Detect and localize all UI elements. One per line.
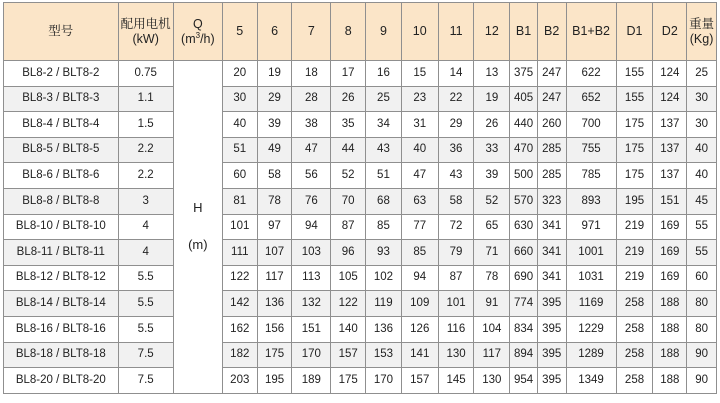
- table-row: [4, 316, 717, 342]
- cell-weight: 90: [687, 342, 717, 368]
- table-row: [4, 265, 717, 291]
- cell-head: 104: [474, 316, 510, 342]
- cell-b1-plus-b2: 1289: [566, 342, 616, 368]
- cell-head: 29: [257, 86, 292, 112]
- cell-weight: 45: [687, 188, 717, 214]
- cell-model: BL8-16 / BLT8-16: [4, 316, 119, 342]
- table-row: [4, 214, 717, 240]
- cell-head: 94: [401, 265, 438, 291]
- cell-b1-plus-b2: 755: [566, 137, 616, 163]
- cell-b2: 285: [537, 137, 566, 163]
- cell-b1-plus-b2: 1229: [566, 316, 616, 342]
- cell-head: 116: [438, 316, 474, 342]
- cell-head: 157: [331, 342, 366, 368]
- cell-head: 136: [366, 316, 402, 342]
- cell-b2: 323: [537, 188, 566, 214]
- table-row: [4, 137, 717, 163]
- cell-head: 117: [257, 265, 292, 291]
- cell-head: 51: [222, 137, 257, 163]
- cell-d2: 137: [653, 163, 687, 189]
- header-motor-line2: (kW): [132, 31, 159, 46]
- cell-head: 68: [366, 188, 402, 214]
- cell-head: 156: [257, 316, 292, 342]
- cell-model: BL8-12 / BLT8-12: [4, 265, 119, 291]
- cell-head: 58: [438, 188, 474, 214]
- cell-head: 16: [366, 61, 402, 87]
- cell-head: 28: [292, 86, 331, 112]
- cell-d2: 124: [653, 61, 687, 87]
- cell-motor-kw: 1.1: [118, 86, 173, 112]
- cell-b1: 630: [510, 214, 538, 240]
- cell-head: 175: [257, 342, 292, 368]
- table-row: [4, 342, 717, 368]
- cell-head: 101: [222, 214, 257, 240]
- cell-d1: 155: [616, 61, 653, 87]
- cell-head: 162: [222, 316, 257, 342]
- cell-b1: 500: [510, 163, 538, 189]
- cell-d1: 219: [616, 214, 653, 240]
- header-weight-line2: (Kg): [689, 31, 714, 46]
- cell-head: 102: [366, 265, 402, 291]
- cell-motor-kw: 5.5: [118, 291, 173, 317]
- table-body: [4, 61, 717, 394]
- header-flow-11: 11: [438, 3, 474, 61]
- cell-weight: 60: [687, 265, 717, 291]
- cell-head: 142: [222, 291, 257, 317]
- table-row: [4, 368, 717, 394]
- header-motor-power: [118, 3, 173, 61]
- cell-head: 96: [331, 240, 366, 266]
- cell-head: 26: [474, 112, 510, 138]
- cell-d1: 195: [616, 188, 653, 214]
- cell-head: 49: [257, 137, 292, 163]
- header-q-unit-pre: (m: [181, 31, 196, 46]
- header-flow-5: 5: [222, 3, 257, 61]
- cell-b1-plus-b2: 1031: [566, 265, 616, 291]
- cell-b1: 470: [510, 137, 538, 163]
- cell-head: 14: [438, 61, 474, 87]
- head-h-label: [173, 61, 222, 394]
- cell-d2: 169: [653, 214, 687, 240]
- cell-b1: 440: [510, 112, 538, 138]
- cell-b1-plus-b2: 785: [566, 163, 616, 189]
- cell-head: 136: [257, 291, 292, 317]
- cell-b1: 690: [510, 265, 538, 291]
- cell-head: 18: [292, 61, 331, 87]
- cell-head: 153: [366, 342, 402, 368]
- cell-d2: 188: [653, 291, 687, 317]
- cell-weight: 40: [687, 137, 717, 163]
- cell-head: 111: [222, 240, 257, 266]
- cell-motor-kw: 0.75: [118, 61, 173, 87]
- cell-head: 119: [366, 291, 402, 317]
- header-b1-plus-b2: B1+B2: [566, 3, 616, 61]
- cell-d2: 137: [653, 112, 687, 138]
- cell-head: 97: [257, 214, 292, 240]
- cell-head: 145: [438, 368, 474, 394]
- cell-d2: 137: [653, 137, 687, 163]
- table-row: [4, 112, 717, 138]
- header-q-unit: [174, 32, 222, 46]
- cell-motor-kw: 2.2: [118, 137, 173, 163]
- cell-head: 132: [292, 291, 331, 317]
- cell-b1-plus-b2: 700: [566, 112, 616, 138]
- cell-model: BL8-18 / BLT8-18: [4, 342, 119, 368]
- cell-head: 15: [401, 61, 438, 87]
- cell-head: 130: [438, 342, 474, 368]
- cell-d1: 219: [616, 240, 653, 266]
- cell-d2: 188: [653, 368, 687, 394]
- cell-b2: 247: [537, 61, 566, 87]
- cell-head: 79: [438, 240, 474, 266]
- cell-head: 13: [474, 61, 510, 87]
- cell-d1: 258: [616, 291, 653, 317]
- cell-d1: 258: [616, 368, 653, 394]
- header-flow-9: 9: [366, 3, 402, 61]
- cell-head: 195: [257, 368, 292, 394]
- cell-b2: 395: [537, 342, 566, 368]
- cell-head: 38: [292, 112, 331, 138]
- cell-b1: 660: [510, 240, 538, 266]
- table-row: [4, 240, 717, 266]
- cell-d2: 124: [653, 86, 687, 112]
- cell-head: 26: [331, 86, 366, 112]
- cell-b1: 834: [510, 316, 538, 342]
- cell-head: 94: [292, 214, 331, 240]
- cell-head: 81: [222, 188, 257, 214]
- cell-head: 39: [474, 163, 510, 189]
- cell-head: 23: [401, 86, 438, 112]
- header-weight: [687, 3, 717, 61]
- cell-model: BL8-5 / BLT8-5: [4, 137, 119, 163]
- cell-head: 22: [438, 86, 474, 112]
- cell-b1: 405: [510, 86, 538, 112]
- cell-weight: 80: [687, 316, 717, 342]
- cell-b2: 260: [537, 112, 566, 138]
- cell-b2: 395: [537, 368, 566, 394]
- cell-head: 151: [292, 316, 331, 342]
- cell-head: 182: [222, 342, 257, 368]
- cell-head: 51: [366, 163, 402, 189]
- cell-head: 58: [257, 163, 292, 189]
- cell-weight: 90: [687, 368, 717, 394]
- cell-head: 30: [222, 86, 257, 112]
- header-weight-line1: 重量: [689, 17, 715, 32]
- header-flow-q: [173, 3, 222, 61]
- cell-weight: 55: [687, 240, 717, 266]
- cell-d2: 169: [653, 240, 687, 266]
- cell-b1-plus-b2: 652: [566, 86, 616, 112]
- cell-head: 117: [474, 342, 510, 368]
- table-row: [4, 163, 717, 189]
- cell-motor-kw: 4: [118, 214, 173, 240]
- cell-head: 19: [257, 61, 292, 87]
- cell-model: BL8-6 / BLT8-6: [4, 163, 119, 189]
- cell-model: BL8-4 / BLT8-4: [4, 112, 119, 138]
- cell-b1: 375: [510, 61, 538, 87]
- cell-head: 175: [331, 368, 366, 394]
- cell-b1-plus-b2: 1349: [566, 368, 616, 394]
- cell-head: 140: [331, 316, 366, 342]
- cell-head: 203: [222, 368, 257, 394]
- head-h-symbol: H: [193, 199, 203, 215]
- cell-head: 52: [474, 188, 510, 214]
- cell-head: 34: [366, 112, 402, 138]
- table-row: [4, 188, 717, 214]
- cell-head: 170: [366, 368, 402, 394]
- cell-d1: 175: [616, 137, 653, 163]
- cell-head: 60: [222, 163, 257, 189]
- cell-head: 77: [401, 214, 438, 240]
- cell-head: 43: [366, 137, 402, 163]
- cell-motor-kw: 3: [118, 188, 173, 214]
- cell-weight: 25: [687, 61, 717, 87]
- cell-head: 78: [474, 265, 510, 291]
- header-q-symbol: Q: [192, 17, 203, 32]
- header-q-unit-sup: 3: [195, 30, 201, 40]
- cell-head: 85: [401, 240, 438, 266]
- cell-weight: 30: [687, 86, 717, 112]
- cell-head: 76: [292, 188, 331, 214]
- cell-b1: 570: [510, 188, 538, 214]
- cell-d1: 155: [616, 86, 653, 112]
- cell-weight: 40: [687, 163, 717, 189]
- cell-motor-kw: 2.2: [118, 163, 173, 189]
- cell-head: 39: [257, 112, 292, 138]
- cell-b2: 341: [537, 265, 566, 291]
- header-d1: D1: [616, 3, 653, 61]
- cell-d1: 219: [616, 265, 653, 291]
- cell-b2: 285: [537, 163, 566, 189]
- cell-head: 105: [331, 265, 366, 291]
- cell-weight: 80: [687, 291, 717, 317]
- header-q-unit-post: /h): [200, 31, 215, 46]
- header-flow-7: 7: [292, 3, 331, 61]
- cell-head: 25: [366, 86, 402, 112]
- cell-head: 87: [331, 214, 366, 240]
- cell-motor-kw: 7.5: [118, 342, 173, 368]
- cell-motor-kw: 5.5: [118, 316, 173, 342]
- header-row: [4, 3, 717, 61]
- cell-head: 71: [474, 240, 510, 266]
- cell-head: 126: [401, 316, 438, 342]
- cell-b1-plus-b2: 1001: [566, 240, 616, 266]
- cell-head: 33: [474, 137, 510, 163]
- cell-model: BL8-8 / BLT8-8: [4, 188, 119, 214]
- cell-weight: 30: [687, 112, 717, 138]
- cell-model: BL8-20 / BLT8-20: [4, 368, 119, 394]
- cell-b2: 395: [537, 291, 566, 317]
- cell-head: 40: [222, 112, 257, 138]
- pump-spec-table: [3, 2, 717, 394]
- cell-d2: 151: [653, 188, 687, 214]
- cell-b1-plus-b2: 622: [566, 61, 616, 87]
- header-motor-line1: 配用电机: [120, 17, 171, 32]
- cell-head: 72: [438, 214, 474, 240]
- cell-head: 78: [257, 188, 292, 214]
- cell-head: 87: [438, 265, 474, 291]
- cell-head: 91: [474, 291, 510, 317]
- header-d2: D2: [653, 3, 687, 61]
- cell-head: 63: [401, 188, 438, 214]
- cell-d1: 175: [616, 112, 653, 138]
- cell-b2: 341: [537, 214, 566, 240]
- cell-motor-kw: 5.5: [118, 265, 173, 291]
- cell-head: 122: [331, 291, 366, 317]
- cell-head: 20: [222, 61, 257, 87]
- cell-head: 141: [401, 342, 438, 368]
- header-model: 型号: [4, 3, 119, 61]
- cell-motor-kw: 7.5: [118, 368, 173, 394]
- cell-head: 170: [292, 342, 331, 368]
- cell-model: BL8-3 / BLT8-3: [4, 86, 119, 112]
- cell-head: 70: [331, 188, 366, 214]
- header-flow-10: 10: [401, 3, 438, 61]
- cell-b1: 894: [510, 342, 538, 368]
- cell-head: 103: [292, 240, 331, 266]
- cell-head: 56: [292, 163, 331, 189]
- cell-head: 157: [401, 368, 438, 394]
- cell-head: 107: [257, 240, 292, 266]
- header-flow-12: 12: [474, 3, 510, 61]
- cell-head: 47: [401, 163, 438, 189]
- cell-d1: 175: [616, 163, 653, 189]
- cell-model: BL8-14 / BLT8-14: [4, 291, 119, 317]
- cell-head: 40: [401, 137, 438, 163]
- cell-b2: 395: [537, 316, 566, 342]
- header-flow-6: 6: [257, 3, 292, 61]
- table-row: [4, 61, 717, 87]
- cell-head: 93: [366, 240, 402, 266]
- cell-head: 19: [474, 86, 510, 112]
- cell-head: 109: [401, 291, 438, 317]
- cell-head: 101: [438, 291, 474, 317]
- cell-head: 52: [331, 163, 366, 189]
- cell-model: BL8-2 / BLT8-2: [4, 61, 119, 87]
- cell-b1: 954: [510, 368, 538, 394]
- cell-head: 43: [438, 163, 474, 189]
- cell-d1: 258: [616, 342, 653, 368]
- cell-head: 17: [331, 61, 366, 87]
- cell-head: 29: [438, 112, 474, 138]
- cell-b1-plus-b2: 971: [566, 214, 616, 240]
- table-row: [4, 291, 717, 317]
- cell-model: BL8-10 / BLT8-10: [4, 214, 119, 240]
- cell-head: 113: [292, 265, 331, 291]
- cell-motor-kw: 1.5: [118, 112, 173, 138]
- cell-head: 122: [222, 265, 257, 291]
- cell-head: 189: [292, 368, 331, 394]
- cell-head: 85: [366, 214, 402, 240]
- cell-b1-plus-b2: 893: [566, 188, 616, 214]
- cell-b1: 774: [510, 291, 538, 317]
- cell-b1-plus-b2: 1169: [566, 291, 616, 317]
- cell-head: 130: [474, 368, 510, 394]
- cell-head: 36: [438, 137, 474, 163]
- header-flow-8: 8: [331, 3, 366, 61]
- cell-head: 44: [331, 137, 366, 163]
- cell-d2: 188: [653, 316, 687, 342]
- cell-head: 31: [401, 112, 438, 138]
- cell-head: 35: [331, 112, 366, 138]
- cell-b2: 247: [537, 86, 566, 112]
- cell-motor-kw: 4: [118, 240, 173, 266]
- cell-d1: 258: [616, 316, 653, 342]
- cell-head: 47: [292, 137, 331, 163]
- header-b2: B2: [537, 3, 566, 61]
- cell-b2: 341: [537, 240, 566, 266]
- cell-model: BL8-11 / BLT8-11: [4, 240, 119, 266]
- cell-head: 65: [474, 214, 510, 240]
- cell-d2: 188: [653, 342, 687, 368]
- cell-weight: 55: [687, 214, 717, 240]
- head-h-unit: (m): [188, 236, 208, 252]
- table-row: [4, 86, 717, 112]
- header-b1: B1: [510, 3, 538, 61]
- cell-d2: 169: [653, 265, 687, 291]
